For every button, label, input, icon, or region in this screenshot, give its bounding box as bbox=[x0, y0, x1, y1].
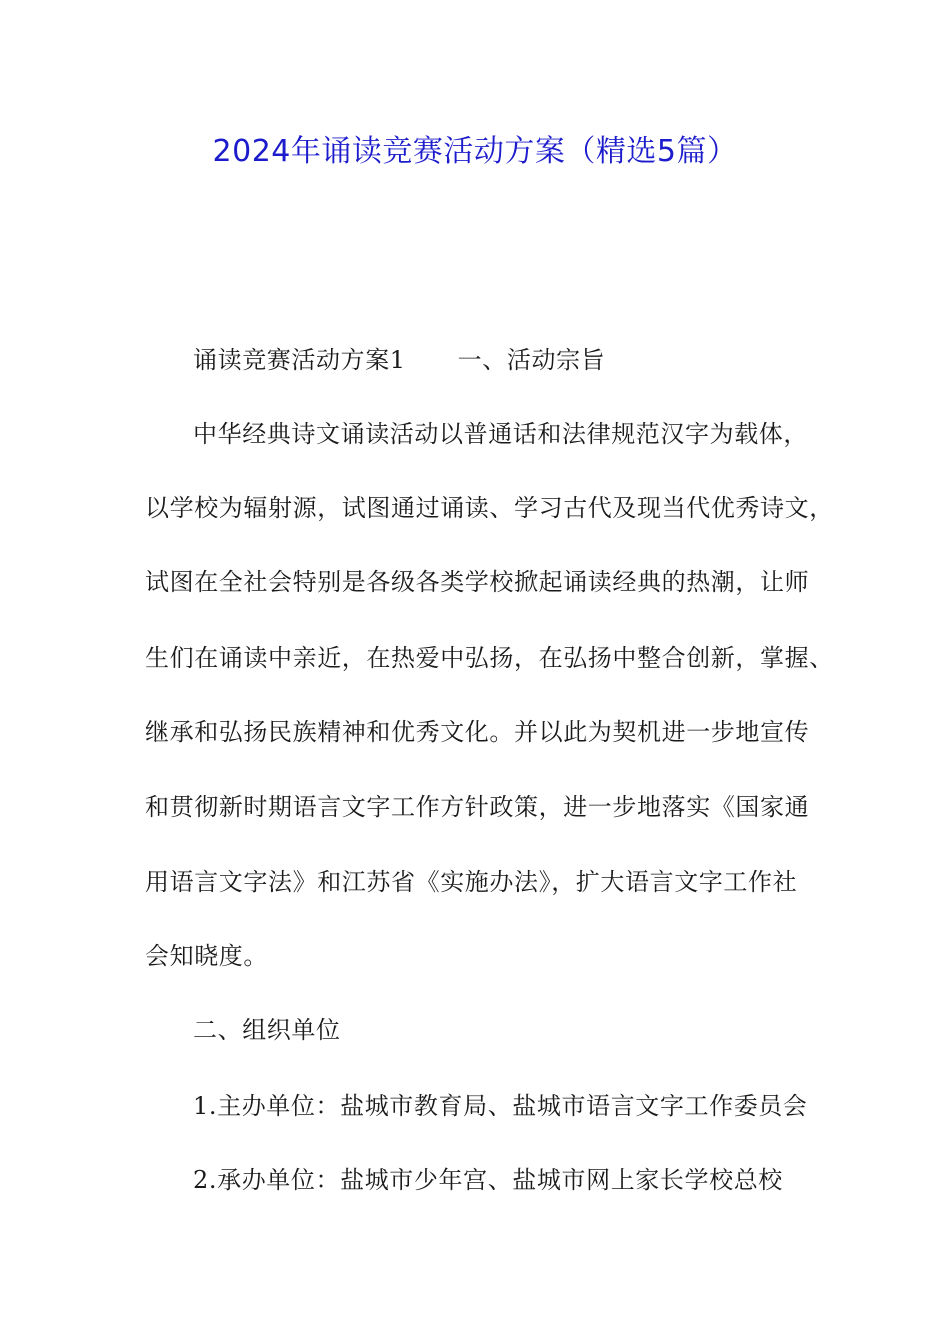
paragraph-1-line-1: 中华经典诗文诵读活动以普通话和法律规范汉字为载体， bbox=[193, 420, 808, 448]
document-title: 2024年诵读竞赛活动方案（精选5篇） bbox=[212, 134, 738, 169]
paragraph-1-line-2: 以学校为辐射源，试图通过诵读、学习古代及现当代优秀诗文， bbox=[145, 494, 834, 522]
section-heading-organizers: 二、组织单位 bbox=[193, 1016, 341, 1044]
section-label: 诵读竞赛活动方案1 bbox=[193, 346, 406, 374]
paragraph-1-line-7: 用语言文字法》和江苏省《实施办法》，扩大语言文字工作社 bbox=[145, 868, 798, 896]
paragraph-1-line-6: 和贯彻新时期语言文字工作方针政策，进一步地落实《国家通 bbox=[145, 793, 810, 821]
list-item-organizer: 2.承办单位：盐城市少年宫、盐城市网上家长学校总校 bbox=[193, 1166, 783, 1194]
paragraph-1-line-5: 继承和弘扬民族精神和优秀文化。并以此为契机进一步地宣传 bbox=[145, 718, 810, 746]
section-heading-purpose: 一、活动宗旨 bbox=[457, 346, 606, 374]
paragraph-1-line-4: 生们在诵读中亲近，在热爱中弘扬，在弘扬中整合创新，掌握、 bbox=[145, 644, 834, 672]
paragraph-1-line-8: 会知晓度。 bbox=[145, 942, 268, 970]
list-item-sponsor: 1.主办单位：盐城市教育局、盐城市语言文字工作委员会 bbox=[193, 1092, 808, 1120]
paragraph-1-line-3: 试图在全社会特别是各级各类学校掀起诵读经典的热潮，让师 bbox=[145, 568, 810, 596]
section-label-row bbox=[193, 342, 605, 378]
